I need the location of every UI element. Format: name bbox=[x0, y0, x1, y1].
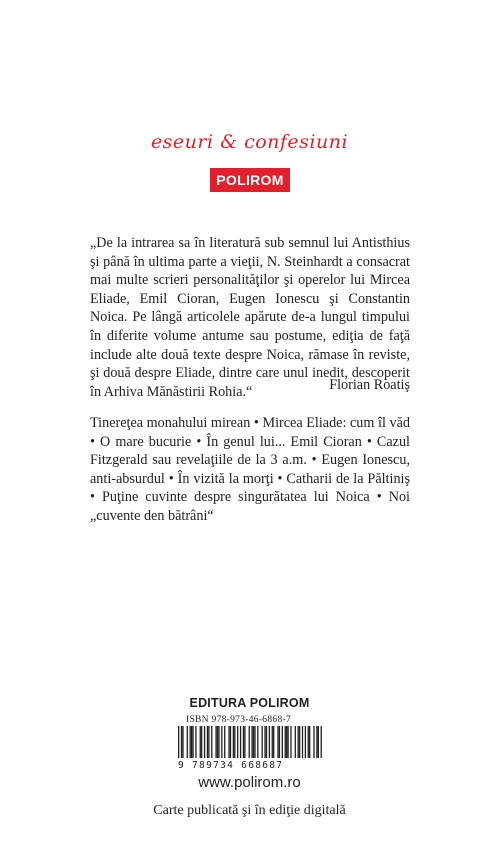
blurb-author: Florian Roatiş bbox=[329, 377, 410, 393]
blurb-quote: „De la intrarea sa în literatură sub semnul lui Antisthius şi până în ultima parte a vieţii, N. Steinhardt a consacrat mai multe scrieri personalităţilor şi operelor lui Mircea Eliade, Emil Cioran, Eugen Ionescu şi Constantin Noica. Pe lângă articolele apărute de-a lungul timpului în diferite volume antume sau postume, ediţia de faţă include alte două texte despre Noica, rămase în reviste, şi două despre Eliade, dintre care unul inedit, descoperit în Arhiva Mănăstirii Rohia.“ bbox=[90, 235, 410, 400]
polirom-logo bbox=[210, 168, 290, 192]
publisher-name: EDITURA POLIROM bbox=[189, 696, 310, 710]
digital-edition-note: Carte publicată şi în ediţie digitală bbox=[153, 803, 346, 818]
barcode-number: 9 789734 668687 bbox=[178, 760, 284, 771]
isbn: ISBN 978-973-46-6868-7 bbox=[186, 715, 292, 725]
logo-text: POLIROM bbox=[216, 172, 284, 188]
series-title: eseuri & confesiuni bbox=[150, 131, 349, 153]
website: www.polirom.ro bbox=[198, 774, 301, 791]
contents-list: Tinereţea monahului mirean • Mircea Eliade: cum îl văd • O mare bucurie • În genul lui... Emil Cioran • Cazul Fitzgerald sau revelaţiile de la 3 a.m. • Eugen Ionescu, anti-absurdul • În vizită la morţi • Catharii de la Păltiniş • Puţine cuvinte despre singurătatea lui Noica • Noi „cuvente den bătrâni“ bbox=[90, 415, 410, 524]
barcode bbox=[178, 726, 322, 758]
